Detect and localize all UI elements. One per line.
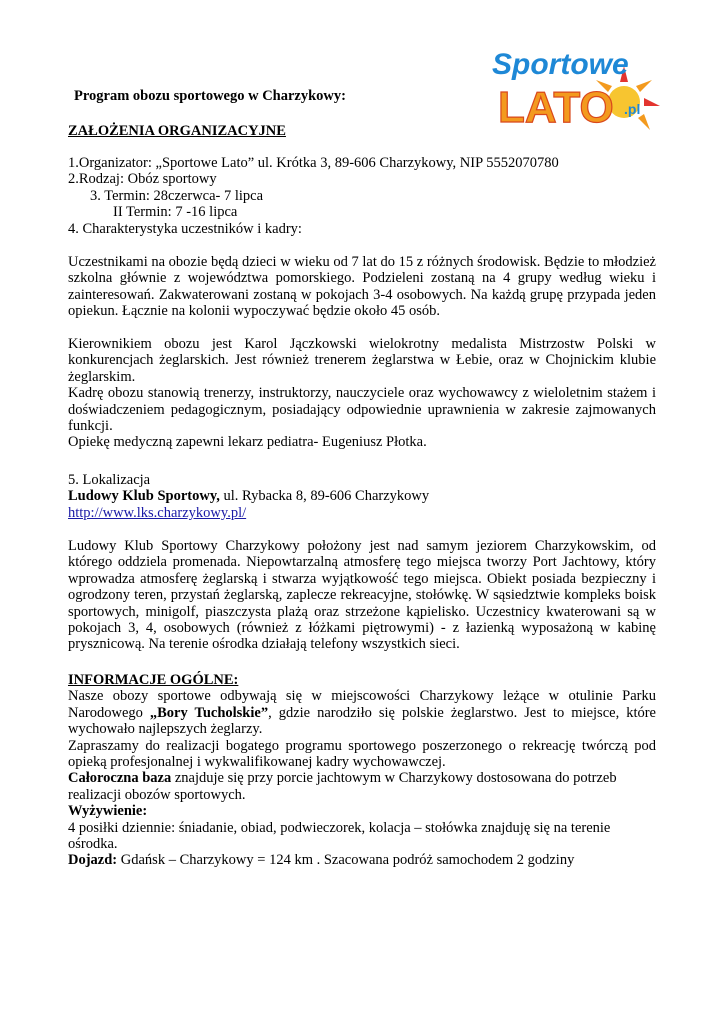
staff-section — [68, 336, 656, 451]
organizer-line: 1.Organizator: „Sportowe Lato” ul. Krótka 3, 89-606 Charzykowy, NIP 5552070780 — [68, 155, 559, 171]
general-info-text-b: , gdzie narodziło się polskie żeglarstwo. Jest to miejsce, które wychowało najlepszych żeglarzy. — [68, 704, 656, 738]
base-text: znajduje się przy porcie jachtowym w Charzykowy dostosowana do potrzeb realizacji obozów sportowych. — [68, 770, 617, 803]
general-info-text-a: Nasze obozy sportowe odbywają się w miejscowości Charzykowy leżące w otulinie Parku Narodowego — [68, 688, 656, 721]
logo-line1: Sportowe — [492, 48, 629, 81]
document-title: Program obozu sportowego w Charzykowy: — [74, 88, 346, 104]
participants-paragraph: Uczestnikami na obozie będą dzieci w wieku od 7 lat do 15 z różnych środowisk. Będzie to młodzież szkolna głównie z województwa pomorskiego. Podzieleni zostaną na 4 grupy według wieku i zainteresowań. Zakwaterowani zostaną w pokojach 3-4 osobowych. Na każdą grupę przypada jeden opiekun. Łącznie na kolonii wypoczywać będzie około 45 osób. — [68, 254, 656, 320]
medical-paragraph: Opiekę medyczną zapewni lekarz pediatra- Eugeniusz Płotka. — [68, 434, 427, 451]
manager-paragraph: Kierownikiem obozu jest Karol Jączkowski wielokrotny medalista Mistrzostw Polski w konkurencjach żeglarskich. Jest również trenerem żeglarstwa w Łebie, oraz w Chojnickim klubie żeglarskim. — [68, 336, 656, 385]
location-heading: 5. Lokalizacja — [68, 472, 151, 488]
food-label: Wyżywienie: — [68, 803, 148, 820]
travel-paragraph — [68, 852, 656, 868]
general-info-section — [68, 672, 656, 869]
food-text: 4 posiłki dziennie: śniadanie, obiad, podwieczorek, kolacja – stołówka znajduję się na terenie ośrodka. — [68, 819, 611, 853]
staff-paragraph: Kadrę obozu stanowią trenerzy, instruktorzy, nauczyciele oraz wychowawcy z wieloletnim stażem i doświadczeniem pedagogicznym, posiadający odpowiednie uprawnienia w zakresie zajmowanych funkcji. — [68, 385, 656, 435]
logo-line2: LATO — [498, 83, 614, 132]
base-paragraph — [68, 770, 656, 803]
travel-text: Gdańsk – Charzykowy = 124 km . Szacowana podróż samochodem 2 godziny — [117, 852, 575, 869]
characteristics-line: 4. Charakterystyka uczestników i kadry: — [68, 220, 302, 237]
organization-list — [68, 155, 656, 237]
base-label: Całoroczna baza — [68, 770, 172, 787]
general-info-paragraph — [68, 688, 656, 737]
program-paragraph: Zapraszamy do realizacji bogatego programu sportowego poszerzonego o rekreację twórczą pod opieką profesjonalnej i wykwalifikowanej kadry wychowawczej. — [68, 737, 656, 771]
travel-label: Dojazd: — [68, 852, 118, 869]
section-heading-organizational: ZAŁOŻENIA ORGANIZACYJNE — [68, 123, 286, 139]
location-section — [68, 472, 656, 521]
club-description-paragraph: Ludowy Klub Sportowy Charzykowy położony jest nad samym jeziorem Charzykowskim, od którego oddziela promenada. Niepowtarzalną atmosferę tego miejsca tworzy Port Jachtowy, który wprowadza atmosferę żeglarską i stwarza wyjątkowość tego miejsca. Obiekt posiada bezpieczny i ogrodzony teren, przystań żeglarską, zaplecze rekreacyjne, stołówkę. W sąsiedztwie kompleks boisk sportowych, minigolf, piaszczysta plażą oraz strzeżone kąpielisko. Uczestnicy kwaterowani są w pokojach 3, 4, osobowych (również z łóżkami piętrowymi) - z łazienką wyposażoną w kabinę prysznicową. Na terenie ośrodka działają telefony wszystkich sieci. — [68, 538, 656, 653]
logo-suffix: .pl — [624, 101, 641, 117]
term-two-line: II Termin: 7 -16 lipca — [113, 204, 238, 221]
type-line: 2.Rodzaj: Obóz sportowy — [68, 171, 217, 188]
club-name: Ludowy Klub Sportowy, — [68, 488, 220, 505]
club-address-line — [68, 488, 656, 504]
club-website-link[interactable]: http://www.lks.charzykowy.pl/ — [68, 504, 247, 521]
general-info-heading: INFORMACJE OGÓLNE: — [68, 672, 239, 688]
bory-tucholskie: „Bory Tucholskie” — [149, 704, 269, 721]
term-one-line: 3. Termin: 28czerwca- 7 lipca — [90, 187, 264, 204]
club-address: ul. Rybacka 8, 89-606 Charzykowy — [219, 488, 430, 505]
